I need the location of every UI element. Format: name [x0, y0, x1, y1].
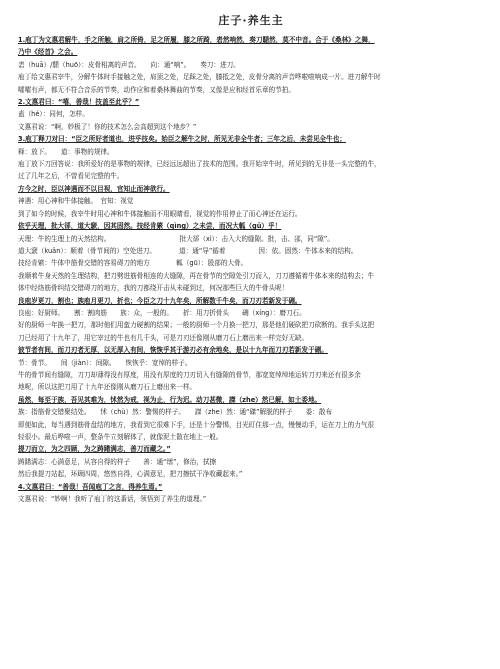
annotation-line: 文惠君说：“啊，妙极了！你的技术怎么会高超到这个地步？” [18, 122, 197, 131]
annotation-line: 天理：牛的生理上的天然结构。 批大郤（xì）：击入大的缝隙。批，击、邵，同“隙”。 [18, 234, 334, 243]
annotation-line: 即便如此，每当遇到筋骨盘结的地方，我看到它很难下手，还是十分警惕，目光盯住那一点，慢慢动手，运在刀上的力气很 [18, 420, 375, 429]
source-text-line: 2.文惠君曰：“嘻，善哉！技盖至此乎？” [18, 98, 140, 107]
annotation-line: 节：骨节。 间（jiàn）：间隙。 恢恢乎：宽绰的样子。 [18, 358, 192, 367]
annotation-line: 体中经络筋骨纠结交错碍刀的地方，我的刀都绕开击从未碰到过，何况那些巨大的牛骨头呢！ [18, 284, 289, 293]
source-text-line: 1.庖丁为文惠君解牛，手之所触，肩之所倚，足之所履，膝之所踦，砉然响然，奏刀騞然，莫不中音。合于《桑林》之舞， [18, 36, 375, 44]
annotation-line: 庖丁给文惠君宰牛，分解牛体时手接触之处，肩顶之处，足踩之处，膝抵之处，皮骨分离的声音哗啦啦响成一片。进刀解牛时 [18, 73, 381, 82]
annotation-line: 地呢，所以这把刀用了十九年还像刚从磨刀石上磨出来一样。 [18, 383, 197, 392]
annotation-line: 良庖：好厨师。 割：割肉筋 族：众，一般的。 折：用刀折骨头 硎（xíng）：磨刀石。 [18, 308, 306, 317]
annotation-line: 到了如今的时候，我宰牛时用心神和牛体接触而不用眼睛看，视觉的作用停止了而心神还在运行。 [18, 209, 302, 218]
source-text-line: 依乎天理，批大郤，道大窾，因其固然。技经肯綮（qìng）之未尝，而况大軱（gū）乎！ [18, 222, 282, 231]
annotation-line: 神遇：用心神和牛体接触。 官知：视觉 [18, 197, 134, 206]
annotation-line: 释：放下。 道：事物的规律。 [18, 147, 114, 156]
annotation-line: 过了几年之后，不曾看见完整的牛。 [18, 172, 124, 181]
annotation-line: 盍（hé）：同何，怎样。 [18, 110, 89, 119]
source-text-line: 3.庖丁释刀对曰：“臣之所好者道也，进乎技矣。始臣之解牛之时，所见无非全牛者；三年之后，未尝见全牛也； [18, 135, 346, 144]
source-text-line: 良庖岁更刀，割也；族庖月更刀，折也；今臣之刀十九年矣，所解数千牛矣，而刀刃若新发于硎。 [18, 296, 302, 305]
annotation-line: 好的厨师一年换一把刀，那时他们用蛮力硬割的结果；一般的厨师一个月换一把刀，那是他们硬砍把刀砍断的。我手头这把 [18, 321, 375, 330]
source-text-line: 4.文惠君曰：“善哉！吾闻庖丁之言，得养生焉。” [18, 482, 163, 491]
annotation-line: 族：指筋骨交错聚结处。 怵（chù）然：警惕的样子。 謋（zhe）然：通“磔”解脱的样子 委：散布 [18, 408, 333, 417]
annotation-line: 轻很小。最后哗啦一声，整条牛立刻解体了，就像泥土散在地上一般。 [18, 433, 223, 441]
annotation-line: 牛的骨节间有缝隙，刀刀却薄得没有厚度，用没有厚度的刀刃切入有缝隙的骨节，那宽宽绰绰地运转刀刃来还有很多余 [18, 370, 361, 379]
annotation-line: 庖丁放下刀回答说：我所爱好的是事物的规律，已经远远超出了技术的范围。我开始宰牛时，所见到的无非是一头完整的牛， [18, 160, 381, 169]
annotation-line: 踌躇满志：心满意足，从容自得的样子 善：通“缮”，修治，拭擦 [18, 457, 217, 466]
page-title: 庄子·养生主 [218, 14, 284, 27]
source-text-line: 彼节者有间，而刀刃者无厚，以无厚入有间，恢恢乎其于游刃必有余地矣，是以十九年而刀刃若新发于硎。 [18, 346, 328, 355]
source-text-line: 方今之时，臣以神遇而不以目视，官知止而神欲行。 [18, 184, 170, 193]
source-text-line: 提刀而立，为之四顾，为之踌躇满志，善刀而藏之。” [18, 445, 171, 454]
annotation-line: 道大窾（kuǎn）：顺着（骨节间的）空处进刀。 道：通“导”循着 因：依。固然：牛体本来的结构。 [18, 246, 358, 255]
document-body [18, 34, 484, 505]
annotation-line: 嚯嚯有声，都无不符合音乐的节奏，动作应和着桑林舞曲的节奏，又像是应和经首乐章的节拍。 [18, 85, 295, 94]
annotation-line: 文惠君说：“妙啊！我听了庖丁的这番话，领悟到了养生的道理。” [18, 495, 207, 504]
annotation-line: 然后我提刀站起，环顾四周，悠然自得，心满意足，把刀擦拭干净收藏起来。” [18, 470, 243, 479]
source-text-line: 虽然，每至于族，吾见其难为，怵然为戒，视为止，行为迟。动刀甚微，謋（zhe）然已解，如土委地。 [18, 395, 322, 404]
annotation-line: 砉（huā）/騞（huō）：皮骨相离的声音。 向：通“响”。 奏刀：进刀。 [18, 60, 240, 69]
annotation-line: 技经肯綮：牛体中筋骨交错的容易碍刀的地方 軱（gū）：股部的大骨。 [18, 259, 248, 268]
annotation-line: 刀已经用了十九年了，用它宰过的牛也有几千头，可是刀刃还像刚从磨刀石上磨出来一样完好无缺。 [18, 333, 309, 342]
annotation-line: 我顺着牛身天然的生理结构，把刀劈进筋骨相连的大缝隙，再在骨节的空隙处引刀而入，刀刀遵循着牛体本来的结构去；牛 [18, 271, 375, 280]
source-text-line: 乃中《经首》之会。 [18, 48, 78, 57]
